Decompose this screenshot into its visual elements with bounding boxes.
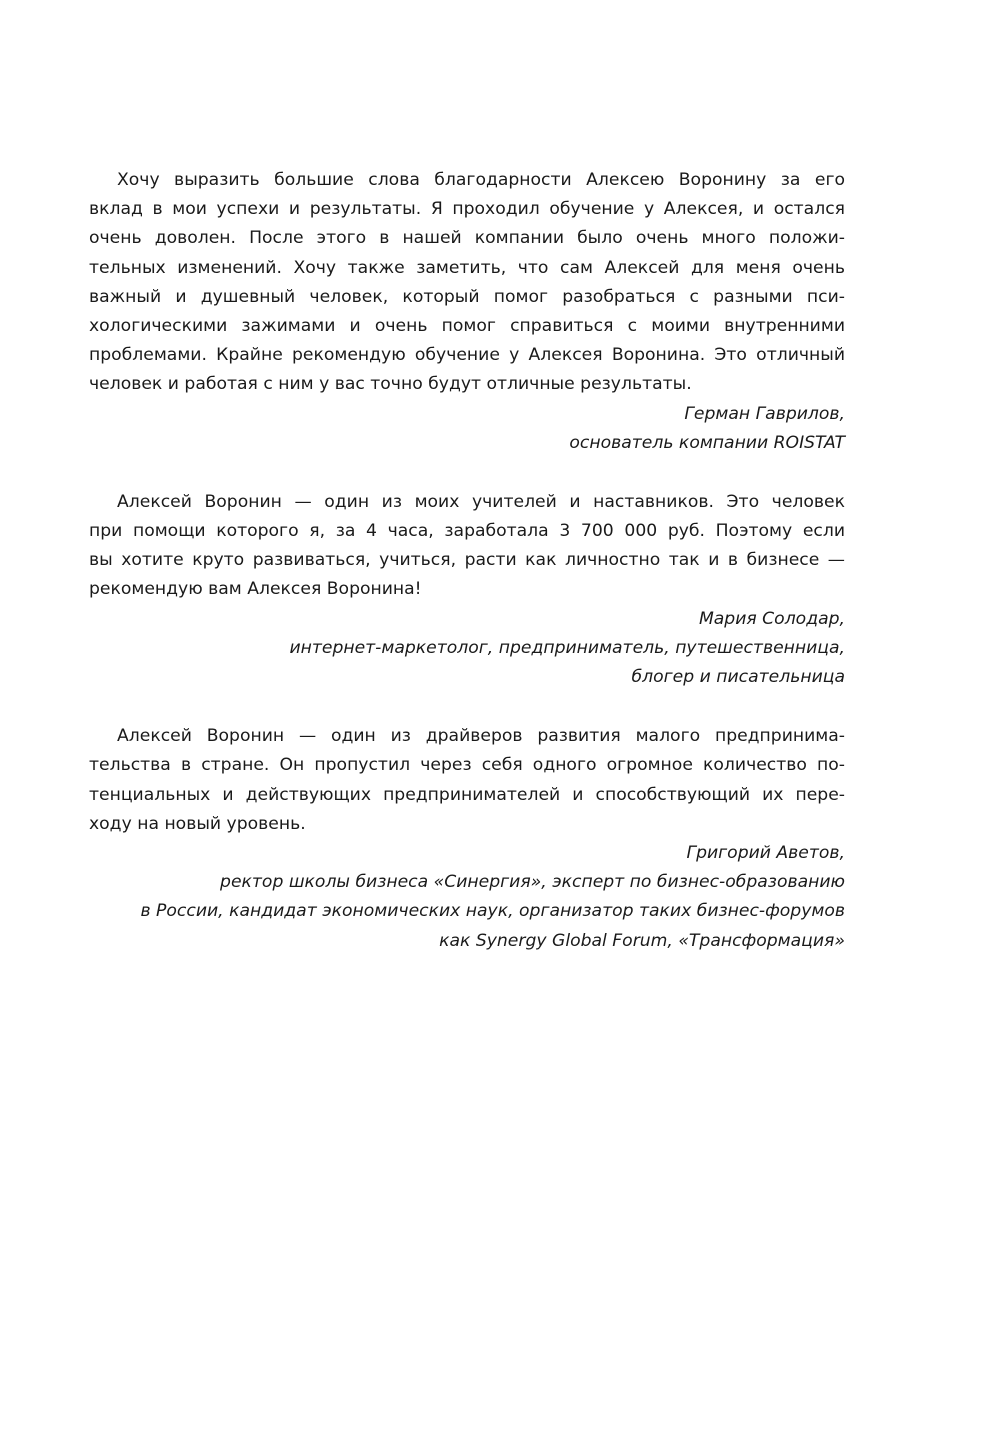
- text-line: рекомендую вам Алексея Воронина!: [89, 579, 422, 600]
- testimonial-body: [89, 488, 845, 605]
- page-content: [89, 166, 845, 956]
- testimonial-attribution: [89, 605, 845, 693]
- text-line: хологическими зажимами и очень помог справиться с моими внутренними: [89, 315, 845, 336]
- testimonial-maria-solodar: [89, 488, 845, 692]
- text-line: ходу на новый уровень.: [89, 813, 306, 834]
- text-line: Алексей Воронин — один из моих учителей и наставников. Это человек: [117, 491, 845, 512]
- text-line: вы хотите круто развиваться, учиться, расти как личностно так и в бизнесе —: [89, 550, 845, 571]
- author-title: ректор школы бизнеса «Синергия», эксперт по бизнес-образованию: [220, 872, 845, 893]
- author-name: Григорий Аветов,: [686, 842, 845, 863]
- text-line: человек и работая с ним у вас точно будут отличные результаты.: [89, 374, 692, 395]
- testimonial-attribution: [89, 400, 845, 458]
- author-title: интернет-маркетолог, предприниматель, путешественница,: [289, 637, 845, 658]
- text-line: вклад в мои успехи и результаты. Я проходил обучение у Алексея, и остался: [89, 199, 845, 220]
- text-line: Хочу выразить большие слова благодарности Алексею Воронину за его: [117, 170, 845, 190]
- text-line: тельства в стране. Он пропустил через себя одного огромное количество по-: [89, 755, 845, 776]
- author-name: Герман Гаврилов,: [684, 403, 845, 424]
- text-line: тенциальных и действующих предпринимателей и способствующий их пере-: [89, 784, 845, 805]
- author-title: в России, кандидат экономических наук, организатор таких бизнес-форумов: [140, 901, 845, 922]
- text-line: очень доволен. После этого в нашей компании было очень много положи-: [89, 228, 845, 249]
- testimonial-body: [89, 166, 845, 400]
- author-title: как Synergy Global Forum, «Трансформация»: [439, 930, 845, 951]
- author-title: блогер и писательница: [631, 667, 845, 687]
- text-line: проблемами. Крайне рекомендую обучение у Алексея Воронина. Это отличный: [89, 345, 845, 366]
- text-line: при помощи которого я, за 4 часа, заработала 3 700 000 руб. Поэтому если: [89, 521, 845, 542]
- text-line: важный и душевный человек, который помог разобраться с разными пси-: [89, 286, 845, 307]
- testimonial-attribution: [89, 839, 845, 956]
- testimonial-body: [89, 722, 845, 839]
- testimonial-grigory-avetov: [89, 722, 845, 956]
- author-title: основатель компании ROISTAT: [569, 432, 845, 453]
- testimonial-german-gavrilov: [89, 166, 845, 458]
- text-line: тельных изменений. Хочу также заметить, что сам Алексей для меня очень: [89, 257, 845, 278]
- author-name: Мария Солодар,: [698, 608, 845, 629]
- text-line: Алексей Воронин — один из драйверов развития малого предпринима-: [117, 726, 845, 747]
